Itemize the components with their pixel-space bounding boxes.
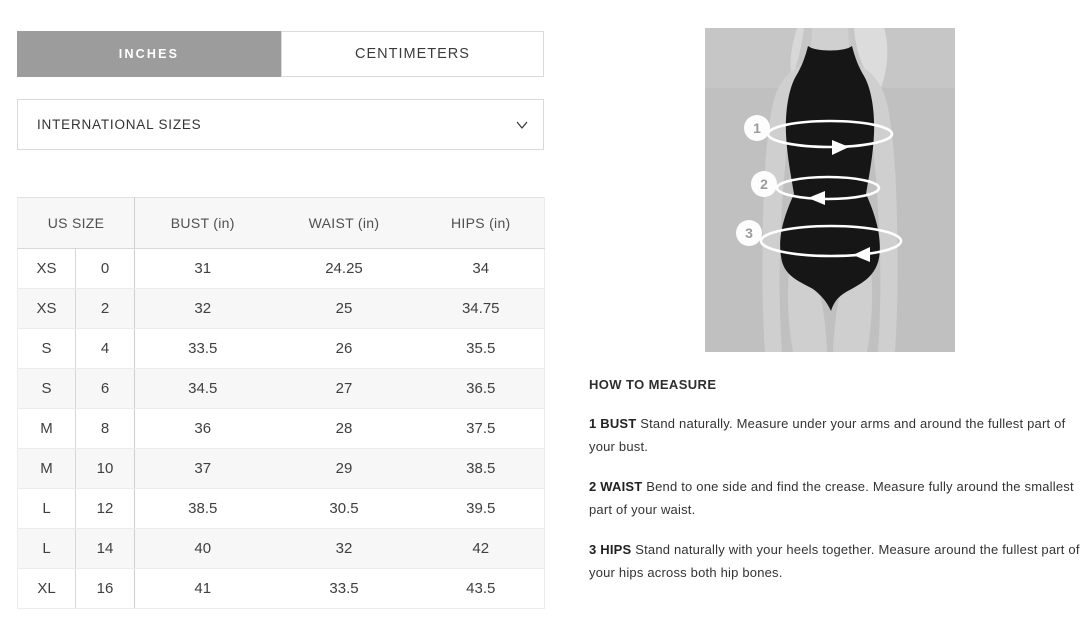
measurement-figure-image (705, 28, 955, 352)
table-row (18, 369, 545, 409)
cell-us-number: 6 (76, 369, 135, 409)
measure-step-bust (589, 412, 1080, 458)
cell-hips: 35.5 (418, 329, 545, 369)
cell-us-letter: M (18, 449, 76, 489)
cell-us-number: 0 (76, 249, 135, 289)
tab-inches[interactable]: INCHES (17, 31, 281, 77)
cell-waist: 32 (271, 529, 418, 569)
cell-waist: 28 (271, 409, 418, 449)
chevron-down-icon (516, 121, 528, 129)
cell-bust: 32 (135, 289, 271, 329)
step-label: 3 HIPS (589, 542, 632, 557)
cell-waist: 24.25 (271, 249, 418, 289)
cell-waist: 27 (271, 369, 418, 409)
table-header-row (18, 198, 545, 249)
cell-bust: 37 (135, 449, 271, 489)
cell-us-letter: XS (18, 249, 76, 289)
cell-waist: 26 (271, 329, 418, 369)
cell-hips: 37.5 (418, 409, 545, 449)
cell-hips: 34 (418, 249, 545, 289)
marker-3 (736, 220, 762, 246)
cell-us-number: 12 (76, 489, 135, 529)
cell-us-letter: XL (18, 569, 76, 609)
svg-text:2: 2 (760, 176, 768, 192)
cell-waist: 29 (271, 449, 418, 489)
size-chart-table (17, 197, 545, 609)
table-row (18, 449, 545, 489)
cell-hips: 38.5 (418, 449, 545, 489)
table-row (18, 409, 545, 449)
measure-step-hips (589, 538, 1080, 584)
cell-waist: 25 (271, 289, 418, 329)
cell-us-number: 2 (76, 289, 135, 329)
svg-text:1: 1 (753, 120, 761, 136)
table-row (18, 569, 545, 609)
cell-hips: 39.5 (418, 489, 545, 529)
cell-us-letter: XS (18, 289, 76, 329)
table-row (18, 249, 545, 289)
cell-us-letter: S (18, 329, 76, 369)
table-row (18, 529, 545, 569)
cell-waist: 33.5 (271, 569, 418, 609)
cell-bust: 31 (135, 249, 271, 289)
cell-waist: 30.5 (271, 489, 418, 529)
header-hips: HIPS (in) (418, 198, 545, 249)
table-row (18, 489, 545, 529)
header-us-size: US SIZE (18, 198, 135, 249)
cell-us-number: 16 (76, 569, 135, 609)
step-text: Stand naturally. Measure under your arms and around the fullest part of your bust. (589, 416, 1066, 454)
dropdown-label: INTERNATIONAL SIZES (37, 117, 202, 132)
cell-bust: 33.5 (135, 329, 271, 369)
cell-bust: 36 (135, 409, 271, 449)
svg-text:3: 3 (745, 225, 753, 241)
table-row (18, 329, 545, 369)
cell-bust: 41 (135, 569, 271, 609)
cell-us-letter: L (18, 529, 76, 569)
tab-centimeters[interactable]: CENTIMETERS (281, 31, 544, 77)
marker-1 (744, 115, 770, 141)
cell-hips: 42 (418, 529, 545, 569)
cell-us-number: 8 (76, 409, 135, 449)
header-bust: BUST (in) (135, 198, 271, 249)
marker-2 (751, 171, 777, 197)
measure-step-waist (589, 475, 1080, 521)
cell-us-letter: S (18, 369, 76, 409)
cell-bust: 38.5 (135, 489, 271, 529)
cell-bust: 34.5 (135, 369, 271, 409)
international-sizes-dropdown[interactable] (17, 99, 544, 150)
step-label: 2 WAIST (589, 479, 643, 494)
cell-hips: 34.75 (418, 289, 545, 329)
cell-bust: 40 (135, 529, 271, 569)
cell-us-number: 10 (76, 449, 135, 489)
size-table-body (18, 249, 545, 609)
step-label: 1 BUST (589, 416, 637, 431)
step-text: Bend to one side and find the crease. Measure fully around the smallest part of your waist. (589, 479, 1074, 517)
step-text: Stand naturally with your heels together. Measure around the fullest part of your hips across both hip bones. (589, 542, 1080, 580)
unit-tabs (17, 31, 544, 77)
how-to-measure-section (589, 377, 1080, 601)
table-row (18, 289, 545, 329)
cell-hips: 36.5 (418, 369, 545, 409)
cell-hips: 43.5 (418, 569, 545, 609)
cell-us-number: 14 (76, 529, 135, 569)
cell-us-number: 4 (76, 329, 135, 369)
cell-us-letter: L (18, 489, 76, 529)
cell-us-letter: M (18, 409, 76, 449)
how-to-measure-heading: HOW TO MEASURE (589, 377, 717, 392)
header-waist: WAIST (in) (271, 198, 418, 249)
